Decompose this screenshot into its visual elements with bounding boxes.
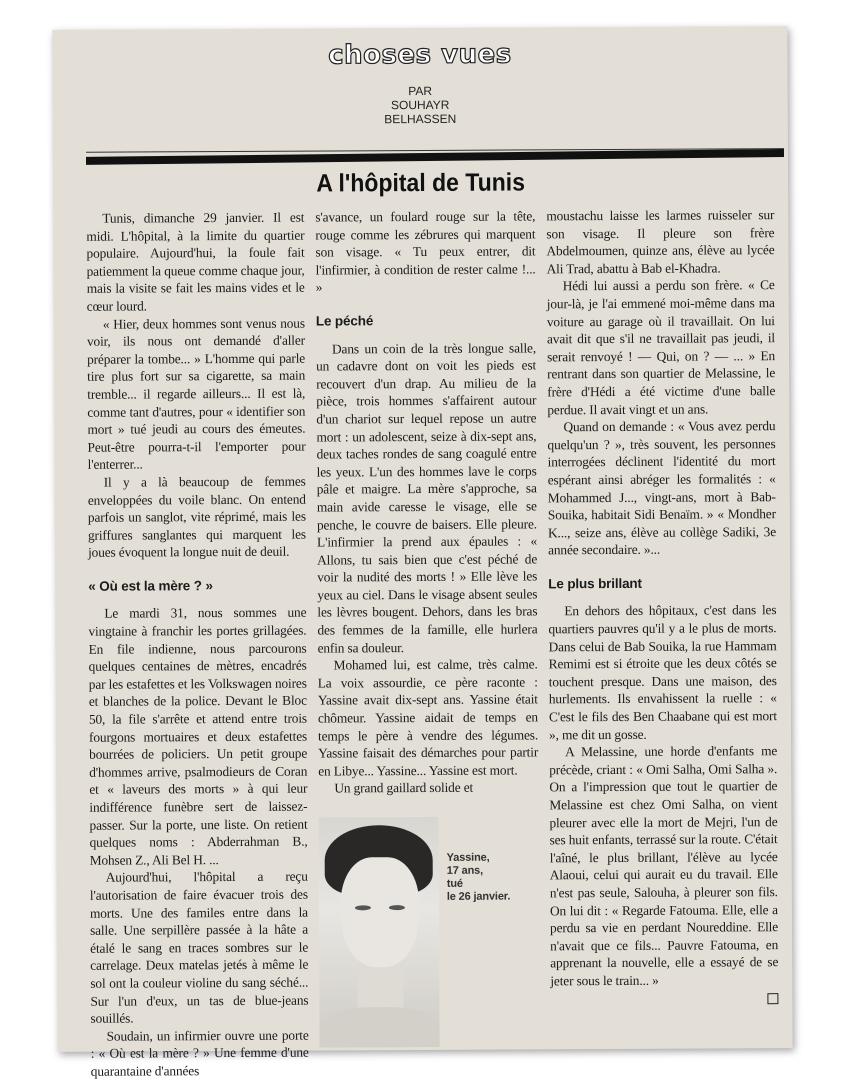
article-title: A l'hôpital de Tunis xyxy=(316,168,526,198)
caption-line: 17 ans, xyxy=(446,864,484,877)
caption-line: tué xyxy=(446,877,463,890)
photo-block xyxy=(318,816,539,1047)
column-3 xyxy=(546,206,778,1005)
column-2 xyxy=(315,207,539,1047)
caption-line: Yassine, xyxy=(446,851,490,864)
paragraph: Aujourd'hui, l'hôpital a reçu l'autorisation de faire évacuer trois des morts. Une des familes entre dans la salle. Une serpillère passée à la hâte a étalé le sang en traces sombres sur le carrelage. Deux matelas jetés à même le sol ont la couleur violine du sang séché... Sur l'un d'eux, un tas de blue-jeans souillés. xyxy=(89,868,309,1026)
paragraph: Le mardi 31, nous sommes une vingtaine à franchir les portes grillagées. En file indienne, nous parcourons quelques centaines de mètres, encadrés par les estafettes et les Volkswagen noires et blanches de la police. Devant le Bloc 50, la file s'arrête et attend entre trois fourgons mortuaires et deux estafettes bourrées de policiers. Un petit groupe d'hommes arrive, psalmodieurs de Coran et « laveurs des morts » à qui leur indifférence funèbre sert de laissez-passer. Sur la porte, une liste. On retient quelques noms : Abderrahman B., Mohsen Z., Ali Bel H. ... xyxy=(88,605,308,868)
byline xyxy=(53,82,788,128)
byline-last-name: BELHASSEN xyxy=(384,111,457,127)
paragraph: Quand on demande : « Vous avez perdu quelqu'un ? », très souvent, les personnes interrogées déclinent l'identité du mort espérant ainsi abréger les formalités : « Mohammed J..., vingt-ans, mort à Bab-Souika, habitait Sidi Benaïm. » « Mondher K..., seize ans, élève au collège Sadiki, 3e année secondaire. »... xyxy=(547,418,777,558)
paragraph: Il y a là beaucoup de femmes enveloppées du voile blanc. On entend parfois un sanglot, vite réprimé, mais les griffures sanglantes qui marquent les joues évoquent la longue nuit de deuil. xyxy=(87,473,307,561)
byline-par: PAR xyxy=(408,83,433,99)
end-mark-icon xyxy=(767,993,778,1004)
photo-caption xyxy=(447,852,511,1047)
paragraph: Tunis, dimanche 29 janvier. Il est midi. L'hôpital, à la limite du quartier populaire. Aujourd'hui, la foule fait patiemment la queue comme chaque jour, mais la visite se fait les mains vides et le cœur lourd. xyxy=(86,209,305,314)
byline-first-name: SOUHAYR xyxy=(390,97,450,113)
caption-line: le 26 janvier. xyxy=(446,890,511,903)
paragraph: moustachu laisse les larmes ruisseler sur son visage. Il pleure son frère Abdelmoumen, quinze ans, élève au lycée Ali Trad, abattu à Bab el-Khadra. xyxy=(546,207,775,277)
paragraph: Mohamed lui, est calme, très calme. La voix assourdie, ce père raconte : Yassine avait dix-sept ans. Yassine était chômeur. Yassine aidait de temps en temps le père à vendre des légumes. Yassine faisait des démarches pour partir en Libye... Yassine... Yassine est mort. xyxy=(317,656,539,779)
paragraph: s'avance, un foulard rouge sur la tête, rouge comme les zébrures qui marquent son visage. « Tu peux entrer, dit l'infirmier, à condition de rester calme !... » xyxy=(315,208,536,295)
paragraph: Soudain, un infirmier ouvre une porte : « Où est la mère ? » Une femme d'une quarantaine d'années xyxy=(90,1027,309,1079)
subheading: Le plus brillant xyxy=(548,575,642,592)
paragraph: A Melassine, une horde d'enfants me précède, criant : « Omi Salha, Omi Salha ». On a l'impression que tout le quartier de Melassine est chez Omi Salha, on vient pleurer avec elle la mort de Mejri, l'un de ses huit enfants, terrassé sur la route. C'était l'aîné, le plus brillant, l'élève au lycée Alaoui, celui qui aurait eu du travail. Elle n'est pas seule, Salouha, à pleurer son fils. On lui dit : « Regarde Fatouma. Elle, elle a perdu sa vie en perdant Noureddine. Elle n'avait que ce fils... Pauvre Fatouma, en apprenant la nouvelle, elle a essayé de se jeter sous le train... » xyxy=(549,743,779,989)
subheading: Le péché xyxy=(315,313,374,329)
paragraph: Dans un coin de la très longue salle, un cadavre dont on voit les pieds est recouvert d'un drap. Au milieu de la pièce, trois hommes s'affairent autour d'un chariot sur lequel repose un autre mort : un adolescent, seize à dix-sept ans, deux taches rondes de sang coagulé entre les yeux. L'un des hommes lave le corps pâle et maigre. La mère s'approche, sa main avide caresse le visage, elle se penche, le couvre de baisers. Elle pleure. L'infirmier la prend aux épaules : « Allons, tu sais bien que c'est péché de voir la nudité des morts ! » Elle lève les yeux au ciel. Dans le visage absent seules les lèvres bougent. Dehors, dans les bras des femmes de la famille, elle hurlera enfin sa douleur. xyxy=(316,339,538,656)
subheading: « Où est la mère ? » xyxy=(88,577,213,594)
newspaper-page xyxy=(52,26,792,1079)
column-1 xyxy=(86,209,309,1080)
paragraph: Un grand gaillard solide et xyxy=(334,780,474,796)
portrait-photo xyxy=(318,817,439,1048)
section-kicker: choses vues xyxy=(328,39,512,71)
paragraph: En dehors des hôpitaux, c'est dans les quartiers pauvres qu'il y a le plus de morts. Dans celui de Bab Souika, la rue Hammam Remimi est si étroite que les deux côtés se touchent presque. Dans une maison, des hurlements. Ils envahissent la ruelle : « C'est le fils des Ben Chaabane qui est mort », me dit un gosse. xyxy=(548,602,777,742)
paragraph: Hédi lui aussi a perdu son frère. « Ce jour-là, je l'ai emmené moi-même dans ma voiture au garage où il travaillait. On lui avait dit que s'il ne travaillait pas jeudi, il serait renvoyé ! — Qui, on ? — ... » En rentrant dans son quartier de Melassine, le frère d'Hédi a été victime d'une balle perdue. Il avait vingt et un ans. xyxy=(546,277,776,417)
paragraph: « Hier, deux hommes sont venus nous voir, ils nous ont demandé d'aller préparer la tombe... » L'homme qui parle tire plus fort sur sa cigarette, sa main tremble... il regarde ailleurs... Il est là, comme tant d'autres, pour « identifier son mort » tué jeudi au cours des émeutes. Peut-être pourra-t-il l'emporter pour l'enterrer... xyxy=(86,315,306,473)
